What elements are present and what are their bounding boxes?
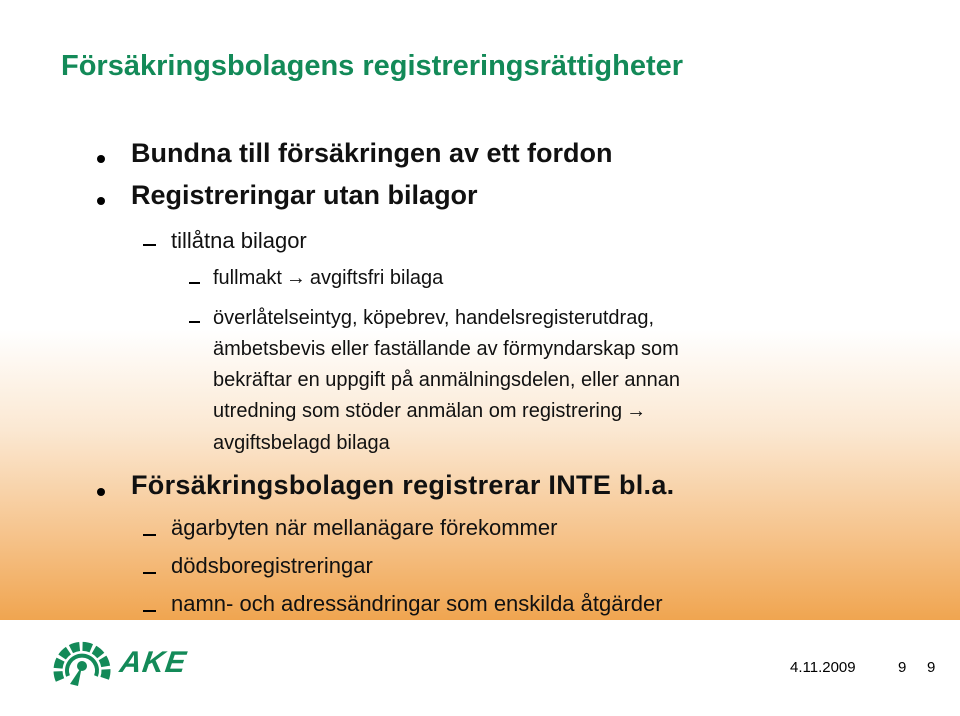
sub-sub-item-line: avgiftsbelagd bilaga	[213, 432, 390, 454]
speedometer-logo-icon	[50, 636, 114, 694]
sub-sub-item-line: bekräftar en uppgift på anmälningsdelen, eller annan	[213, 369, 680, 391]
bullet-text: Bundna till försäkringen av ett fordon	[131, 138, 613, 168]
bullet-dot	[97, 155, 105, 163]
logo-text: AKE	[117, 646, 189, 679]
sub-sub-item-line	[213, 400, 650, 423]
sub-item-text: namn- och adressändringar som enskilda åtgärder	[171, 591, 663, 616]
slide-title: Försäkringsbolagens registreringsrättigheter	[61, 50, 684, 82]
sub-sub-item-line: ämbetsbevis eller faställande av förmyndarskap som	[213, 338, 679, 360]
sub-item-text: ägarbyten när mellanägare förekommer	[171, 515, 558, 540]
sub-item-text: tillåtna bilagor	[171, 228, 307, 253]
footer-date: 4.11.2009	[790, 659, 856, 676]
bullet-text: Försäkringsbolagen registrerar INTE bl.a.	[131, 470, 675, 500]
footer-slide-number: 9	[927, 659, 936, 676]
arrow-right-icon: →	[285, 267, 306, 289]
bullet-dot	[97, 488, 105, 496]
bullet-dot	[97, 197, 105, 205]
dash-marker	[143, 610, 156, 612]
sub-sub-item-line: överlåtelseintyg, köpebrev, handelsregisterutdrag,	[213, 307, 654, 329]
sub-item-text: dödsboregistreringar	[171, 553, 373, 578]
arrow-right-icon: →	[626, 400, 647, 422]
sub-sub-item-right: avgiftsfri bilaga	[309, 267, 444, 289]
dash-marker	[189, 321, 200, 323]
bullet-text: Registreringar utan bilagor	[131, 180, 478, 210]
footer-page-number: 9	[898, 659, 907, 676]
dash-marker	[143, 534, 156, 536]
dash-marker	[143, 572, 156, 574]
sub-sub-item-left: fullmakt	[213, 267, 282, 289]
dash-marker	[143, 244, 156, 246]
dash-marker	[189, 282, 200, 284]
sub-sub-item-text	[213, 267, 443, 290]
sub-sub-item-text: utredning som stöder anmälan om registrering	[213, 400, 623, 422]
